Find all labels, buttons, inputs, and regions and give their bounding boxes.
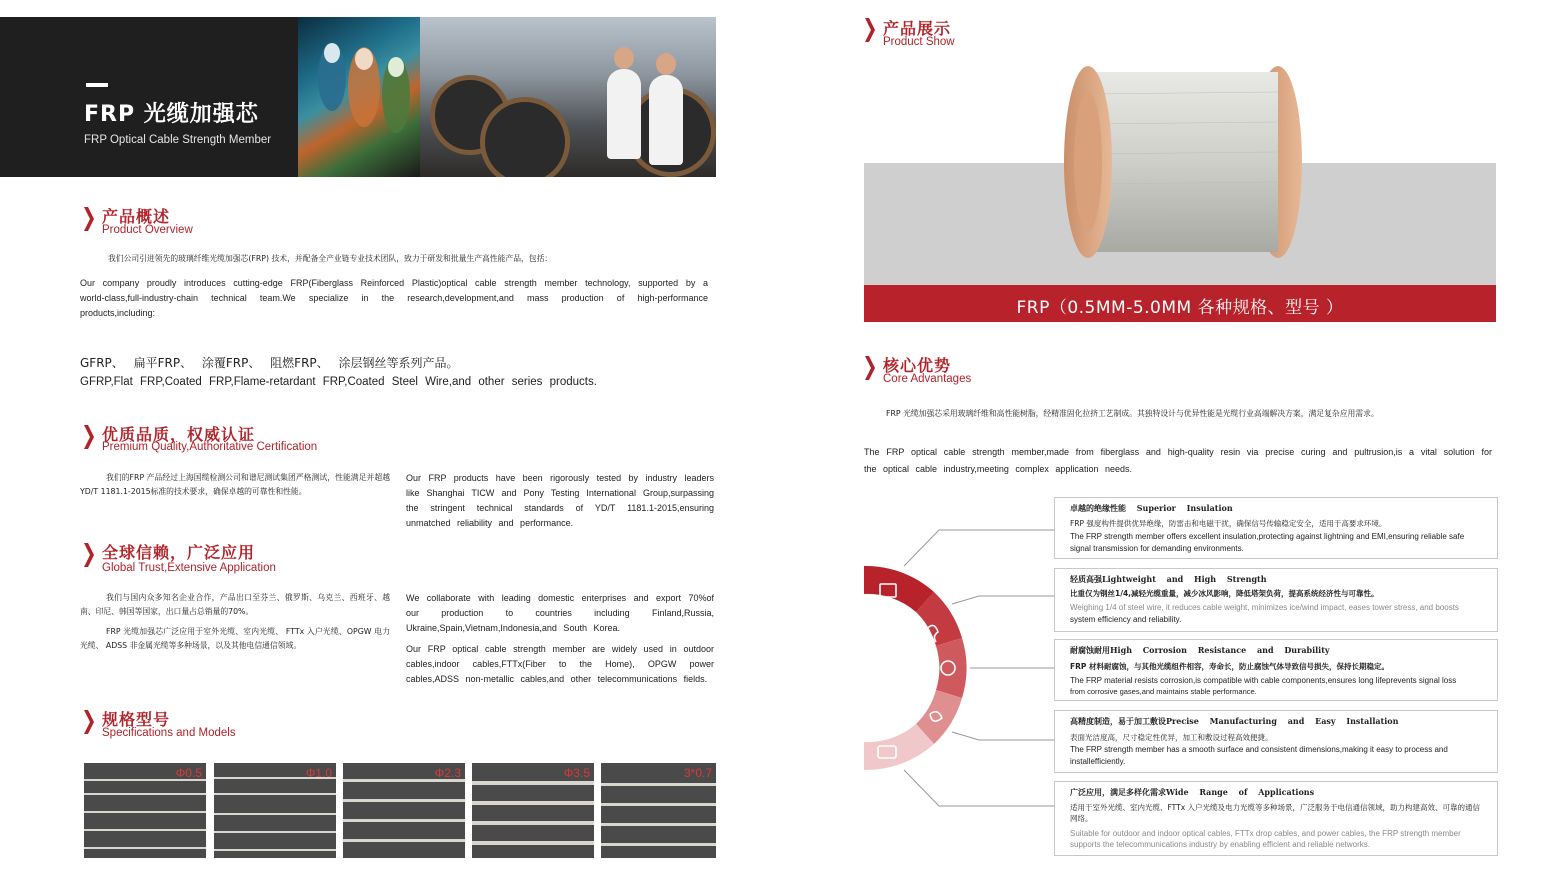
worker-head <box>656 53 676 75</box>
header-banner <box>0 17 716 177</box>
quality-heading-en: Premium Quality,Authoritative Certification <box>102 441 318 453</box>
spec-label: 3*0.7 <box>683 766 712 780</box>
spec-sample <box>601 763 716 858</box>
global-heading-cn: 全球信赖，广泛应用 <box>102 543 256 562</box>
spec-sample <box>84 763 206 858</box>
advantage-text-en-2: from corrosive gases,and maintains stable performance. <box>1070 687 1257 696</box>
section-chevron-icon <box>84 710 94 734</box>
spec-sample <box>343 763 465 858</box>
spec-label: Φ0.5 <box>175 766 202 780</box>
title-dash <box>86 83 108 87</box>
advantage-text-en: Weighing 1/4 of steel wire, it reduces cable weight, minimizes ice/wind impact, eases tower stress, and boosts <box>1070 603 1459 612</box>
section-chevron-icon <box>865 18 875 42</box>
specs-heading-cn: 规格型号 <box>102 710 171 729</box>
show-heading-cn: 产品展示 <box>883 19 952 38</box>
advantage-title: 广泛应用，满足多样化需求Wide Range of Applications <box>1070 787 1315 797</box>
quality-text-cn: 我们的FRP 产品经过上海国缆检测公司和谱尼测试集团严格测试，性能满足并超越YD/T 1181.1-2015标准的技术要求，确保卓越的可靠性和性能。 <box>80 473 390 496</box>
product-models-en: GFRP,Flat FRP,Coated FRP,Flame-retardant FRP,Coated Steel Wire,and other series products. <box>80 376 597 388</box>
spec-label: Φ3.5 <box>563 766 590 780</box>
cable-cross-section-image <box>298 17 420 177</box>
section-chevron-icon <box>84 207 94 231</box>
global-text2-en: Our FRP optical cable strength member are widely used in outdoor cables,indoor cables,FTTx(Fiber to the Home), OPGW power cables,ADSS non-metallic cables,and other telecommunications fields. <box>406 644 714 684</box>
advantage-title: 卓越的绝缘性能 Superior Insulation <box>1070 503 1233 513</box>
advantage-text-en-2: supports the telecommunications industry by enabling efficient and reliable networks. <box>1070 840 1371 849</box>
section-chevron-icon <box>865 356 875 380</box>
banner-subtitle: FRP Optical Cable Strength Member <box>84 134 272 146</box>
advantage-text-en: The FRP strength member has a smooth surface and consistent dimensions,making it easy to process and installefficiently. <box>1070 745 1448 766</box>
frp-spool-image <box>1062 64 1304 260</box>
advantages-heading-cn: 核心优势 <box>883 356 952 375</box>
advantages-intro-cn: FRP 光缆加强芯采用玻璃纤维和高性能树脂，经精准固化拉挤工艺制成。其独特设计与优异性能是光缆行业高端解决方案，满足复杂应用需求。 <box>886 409 1379 418</box>
spec-sample <box>472 763 594 858</box>
spec-sample <box>214 763 336 858</box>
advantage-card <box>1054 568 1498 632</box>
worker <box>607 69 641 159</box>
global-text1-en: We collaborate with leading domestic enterprises and export 70%of our production to countries including Finland,Russia, Ukraine,Spain,Vietnam,Indonesia,and South Korea. <box>406 593 714 633</box>
advantage-text-en: Suitable for outdoor and indoor optical cables, FTTx drop cables, and power cables, the FRP strength member <box>1070 829 1461 838</box>
advantage-text-en: The FRP material resists corrosion,is compatible with cable components,ensures long lifeprevents signal loss <box>1070 676 1457 685</box>
section-chevron-icon <box>84 543 94 567</box>
worker-head <box>614 47 634 69</box>
spec-label: Φ2.3 <box>434 766 461 780</box>
advantage-text-en-2: system efficiency and reliability. <box>1070 615 1182 624</box>
show-heading-en: Product Show <box>883 36 955 48</box>
advantage-text-cn: 表面光洁度高，尺寸稳定性优异，加工和敷设过程高效便捷。 <box>1070 733 1273 742</box>
factory-photo <box>420 17 716 177</box>
advantage-text-cn: 适用于室外光缆、室内光缆、FTTx 入户光缆及电力光缆等多种场景，广泛服务于电信通信领域，助力构建高效、可靠的通信网络。 <box>1070 803 1481 823</box>
overview-text-cn: 我们公司引进领先的玻璃纤维光缆加强芯(FRP) 技术，并配备全产业链专业技术团队，致力于研发和批量生产高性能产品，包括： <box>108 254 553 263</box>
advantage-text-cn: 比重仅为钢丝1/4,减轻光缆重量，减少冰风影响，降低塔架负荷，提高系统经济性与可靠性。 <box>1070 589 1379 598</box>
overview-text-en: Our company proudly introduces cutting-edge FRP(Fiberglass Reinforced Plastic)optical cable strength member technology, supported by a world-class,full-industry-chain technical team.We specialize in the research,development,and mass production of high-performance products,including: <box>80 278 708 318</box>
worker <box>649 75 683 165</box>
spec-label: Φ1.0 <box>305 766 332 780</box>
advantage-card <box>1054 497 1498 559</box>
banner-title: FRP 光缆加强芯 <box>84 102 259 127</box>
quality-text-en: Our FRP products have been rigorously tested by industry leaders like Shanghai TICW and Pony Testing International Group,surpassing the stringent technical standards of YD/T 1181.1-2015,ensuring unmatched reliability and performance. <box>406 473 714 528</box>
overview-heading-en: Product Overview <box>102 224 193 236</box>
product-models-cn: GFRP、 扁平FRP、 涂覆FRP、 阻燃FRP、 涂层钢丝等系列产品。 <box>80 356 459 370</box>
advantage-title: 高精度制造，易于加工敷设Precise Manufacturing and Easy Installation <box>1070 716 1399 726</box>
overview-heading-cn: 产品概述 <box>102 207 171 226</box>
advantage-card <box>1054 781 1498 856</box>
show-caption: FRP（0.5MM-5.0MM 各种规格、型号 ） <box>1016 298 1344 318</box>
advantage-text-en: The FRP strength member offers excellent insulation,protecting against lightning and EMI,ensuring reliable safe signal transmission for demanding environments. <box>1070 532 1465 553</box>
global-text2-cn: FRP 光缆加强芯广泛应用于室外光缆、室内光缆、 FTTx 入户光缆、OPGW 电力光缆、 ADSS 非金属光缆等多种场景，以及其他电信通信领域。 <box>80 627 390 650</box>
advantage-card <box>1054 710 1498 773</box>
quality-heading-cn: 优质品质，权威认证 <box>102 425 256 444</box>
advantages-heading-en: Core Advantages <box>883 373 972 385</box>
global-heading-en: Global Trust,Extensive Application <box>102 562 276 574</box>
advantage-text-cn: FRP 强度构件提供优异绝缘，防雷击和电磁干扰，确保信号传输稳定安全，适用于高要求环境。 <box>1070 519 1387 528</box>
section-chevron-icon <box>84 425 94 449</box>
cable-reel <box>480 97 570 177</box>
advantage-title: 耐腐蚀耐用High Corrosion Resistance and Durability <box>1070 645 1330 655</box>
cable-illustration <box>298 17 420 177</box>
advantage-text-cn: FRP 材料耐腐蚀，与其他光缆组件相容，寿命长，防止腐蚀气体导致信号损失，保持长期稳定。 <box>1070 662 1390 671</box>
advantage-title: 轻质高强Lightweight and High Strength <box>1070 574 1267 584</box>
advantages-arc-diagram <box>864 500 1064 830</box>
global-text1-cn: 我们与国内众多知名企业合作，产品出口至芬兰、俄罗斯、乌克兰、西班牙、越南、印尼、韩国等国家，出口量占总销量的70%。 <box>80 593 390 616</box>
advantage-card <box>1054 639 1498 701</box>
advantages-intro-en: The FRP optical cable strength member,made from fiberglass and high-quality resin via precise curing and pultrusion,is a vital solution for the optical cable industry,meeting complex application needs. <box>864 447 1492 474</box>
specs-heading-en: Specifications and Models <box>102 727 236 739</box>
